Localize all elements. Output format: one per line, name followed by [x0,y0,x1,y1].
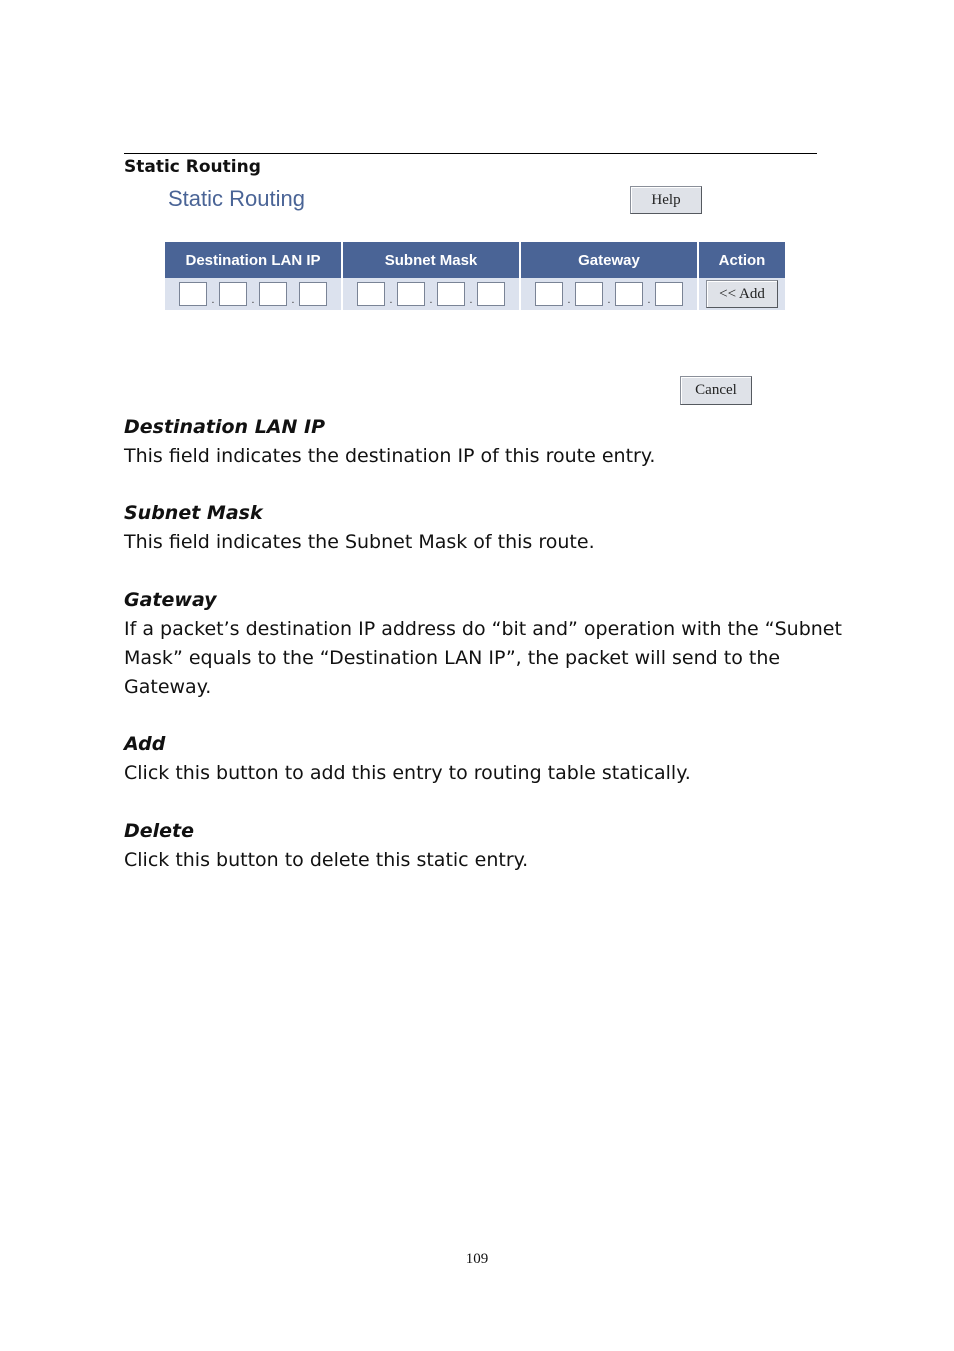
column-header-subnet-mask: Subnet Mask [342,242,520,278]
table-row [165,278,785,310]
subnet-mask-octet-2[interactable] [397,282,425,306]
table-header-row [165,242,785,278]
column-header-destination-lan-ip: Destination LAN IP [165,242,342,278]
static-route-table [165,242,785,310]
destination-ip-octet-1[interactable] [179,282,207,306]
term-delete: Delete [124,820,195,842]
subnet-mask-octet-3[interactable] [437,282,465,306]
gateway-cell [520,278,698,310]
description-add: Click this button to add this entry to routing table statically. [124,762,691,784]
subnet-mask-octet-4[interactable] [477,282,505,306]
page-number: 109 [465,1251,489,1267]
description-subnet-mask: This field indicates the Subnet Mask of this route. [124,531,595,553]
destination-ip-octet-2[interactable] [219,282,247,306]
panel-title: Static Routing [168,186,305,211]
octet-separator: . [567,295,571,306]
cancel-button[interactable]: Cancel [680,376,752,405]
description-gateway: If a packet’s destination IP address do “bit and” operation with the “Subnet Mask” equals to the “Destination LAN IP”, the packet will send to the Gateway. [124,618,842,698]
action-cell [698,278,785,310]
subnet-mask-input [346,282,516,306]
destination-ip-octet-3[interactable] [259,282,287,306]
column-header-gateway: Gateway [520,242,698,278]
static-routing-panel [160,180,800,415]
term-destination-lan-ip: Destination LAN IP [124,416,326,438]
description-delete: Click this button to delete this static entry. [124,849,529,871]
octet-separator: . [469,295,473,306]
help-button[interactable]: Help [630,186,702,214]
octet-separator: . [251,295,255,306]
octet-separator: . [647,295,651,306]
destination-ip-octet-4[interactable] [299,282,327,306]
add-button[interactable]: << Add [706,280,778,308]
column-header-action: Action [698,242,785,278]
term-gateway: Gateway [124,589,217,611]
gateway-octet-4[interactable] [655,282,683,306]
octet-separator: . [429,295,433,306]
gateway-octet-2[interactable] [575,282,603,306]
gateway-octet-3[interactable] [615,282,643,306]
octet-separator: . [389,295,393,306]
octet-separator: . [291,295,295,306]
destination-lan-ip-cell [165,278,342,310]
section-heading: Static Routing [124,157,261,177]
term-subnet-mask: Subnet Mask [124,502,263,524]
octet-separator: . [607,295,611,306]
header-rule [124,153,817,154]
description-destination-lan-ip: This field indicates the destination IP of this route entry. [124,445,656,467]
subnet-mask-cell [342,278,520,310]
gateway-octet-1[interactable] [535,282,563,306]
gateway-input [524,282,694,306]
term-add: Add [124,733,166,755]
octet-separator: . [211,295,215,306]
destination-lan-ip-input [168,282,338,306]
subnet-mask-octet-1[interactable] [357,282,385,306]
